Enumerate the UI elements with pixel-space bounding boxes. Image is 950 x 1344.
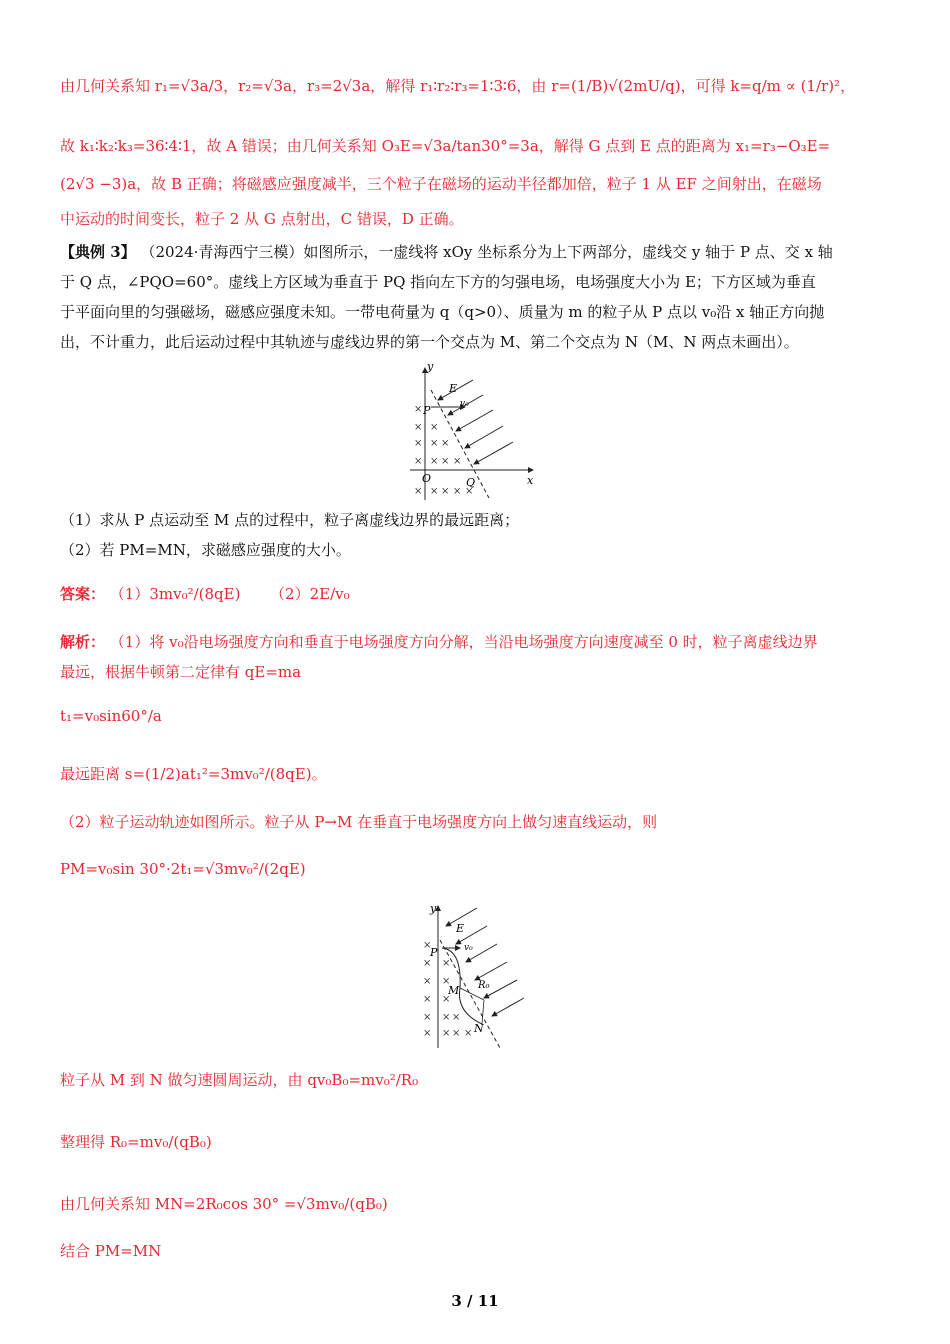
p-label-2: P — [430, 946, 438, 959]
example-heading-line — [60, 238, 890, 266]
q-label: Q — [466, 476, 476, 489]
svg-text:×: × — [464, 1028, 473, 1039]
solution-line-1 — [60, 628, 890, 656]
answer-2: （2）2E/v₀ — [270, 585, 350, 603]
y-axis-label: y — [427, 360, 434, 373]
svg-text:×: × — [430, 456, 439, 467]
svg-text:×: × — [442, 958, 451, 969]
svg-text:×: × — [423, 1012, 432, 1023]
svg-text:×: × — [414, 422, 423, 433]
solution-text-1: （1）将 v₀沿电场强度方向和垂直于电场强度方向分解，当沿电场强度方向速度减至 0 时，粒子离虚线边界 — [109, 633, 818, 651]
svg-text:×: × — [430, 438, 439, 449]
svg-text:×: × — [442, 994, 451, 1005]
svg-text:×: × — [430, 486, 439, 497]
svg-text:×: × — [441, 486, 450, 497]
svg-text:×: × — [423, 976, 432, 987]
svg-text:×: × — [423, 1028, 432, 1039]
text-line-8: 出，不计重力，此后运动过程中其轨迹与虚线边界的第一个交点为 M、第二个交点为 N（M、N 两点未画出）。 — [60, 333, 799, 351]
text-line-6: 于 Q 点，∠PQO=60°。虚线上方区域为垂直于 PQ 指向左下方的匀强电场，电场强度大小为 E；下方区域为垂直 — [60, 273, 816, 291]
figure-2-diagram — [412, 900, 537, 1050]
e-label-2: E — [456, 922, 465, 935]
svg-text:×: × — [442, 1012, 451, 1023]
svg-text:×: × — [465, 486, 474, 497]
text-line-7: 于平面向里的匀强磁场，磁感应强度未知。一带电荷量为 q（q>0）、质量为 m 的粒子从 P 点以 v₀沿 x 轴正方向抛 — [60, 303, 825, 321]
svg-text:×: × — [414, 456, 423, 467]
pm-formula: PM=v₀sin 30°·2t₁=√3mv₀²/(2qE) — [60, 860, 306, 878]
n-label: N — [474, 1022, 484, 1035]
v0-label-2: v₀ — [464, 943, 473, 953]
y-axis-label-2: y — [430, 902, 437, 915]
e-label: E — [449, 382, 458, 395]
text-line-4: 中运动的时间变长，粒子 2 从 G 点射出，C 错误，D 正确。 — [60, 210, 464, 228]
text-line-2: 故 k₁∶k₂∶k₃=36∶4∶1，故 A 错误；由几何关系知 O₃E=√3a/tan30°=3a，解得 G 点到 E 点的距离为 x₁=r₃−O₃E= — [60, 137, 831, 155]
question-2: （2）若 PM=MN，求磁感应强度的大小。 — [60, 541, 351, 559]
text-line-3: (2√3 −3)a，故 B 正确；将磁感应强度减半，三个粒子在磁场的运动半径都加倍，粒子 1 从 EF 之间射出，在磁场 — [60, 175, 822, 193]
text-line-1: 由几何关系知 r₁=√3a/3，r₂=√3a，r₃=2√3a，解得 r₁∶r₂∶r₃=1∶3∶6，由 r=(1/B)√(2mU/q)，可得 k=q/m ∝ (1/r)²， — [60, 77, 856, 95]
svg-text:×: × — [430, 422, 439, 433]
answer-line — [60, 580, 890, 608]
question-1: （1）求从 P 点运动至 M 点的过程中，粒子离虚线边界的最远距离； — [60, 511, 520, 529]
svg-text:×: × — [441, 438, 450, 449]
example-tag: 【典例 3】 — [60, 243, 136, 261]
svg-text:×: × — [452, 1028, 461, 1039]
page-number: 3 / 11 — [451, 1292, 499, 1310]
svg-text:×: × — [423, 994, 432, 1005]
m-label: M — [448, 984, 460, 997]
figure-1-diagram — [405, 360, 540, 500]
svg-text:×: × — [414, 486, 423, 497]
distance-formula: 最远距离 s=(1/2)at₁²=3mv₀²/(8qE)。 — [60, 765, 327, 783]
svg-text:×: × — [452, 1012, 461, 1023]
r0-formula: 整理得 R₀=mv₀/(qB₀) — [60, 1133, 212, 1151]
svg-text:×: × — [453, 486, 462, 497]
t1-formula: t₁=v₀sin60°/a — [60, 707, 162, 725]
svg-text:×: × — [423, 958, 432, 969]
svg-text:×: × — [442, 1028, 451, 1039]
answer-label: 答案： — [60, 585, 106, 603]
mn-formula: 由几何关系知 MN=2R₀cos 30° =√3mv₀/(qB₀) — [60, 1195, 388, 1213]
svg-text:×: × — [423, 940, 432, 951]
svg-text:×: × — [441, 456, 450, 467]
answer-1: （1）3mv₀²/(8qE) — [109, 585, 241, 603]
circular-motion-line: 粒子从 M 到 N 做匀速圆周运动，由 qv₀B₀=mv₀²/R₀ — [60, 1071, 419, 1089]
svg-text:×: × — [414, 438, 423, 449]
svg-text:×: × — [453, 456, 462, 467]
final-line: 结合 PM=MN — [60, 1242, 162, 1260]
v0-label: v₀ — [460, 399, 469, 409]
solution-label: 解析： — [60, 633, 106, 651]
solution-line-2: 最远，根据牛顿第二定律有 qE=ma — [60, 663, 302, 681]
svg-text:×: × — [442, 976, 451, 987]
x-axis-label: x — [527, 474, 534, 487]
o-label: O — [422, 472, 432, 485]
example-text: （2024·青海西宁三模）如图所示，一虚线将 xOy 坐标系分为上下两部分，虚线交 y 轴于 P 点、交 x 轴 — [140, 243, 833, 261]
p-label: P — [423, 404, 431, 417]
solution-line-3: （2）粒子运动轨迹如图所示。粒子从 P→M 在垂直于电场强度方向上做匀速直线运动，则 — [60, 813, 658, 831]
svg-text:×: × — [414, 404, 423, 415]
r0-label: R₀ — [478, 980, 490, 991]
